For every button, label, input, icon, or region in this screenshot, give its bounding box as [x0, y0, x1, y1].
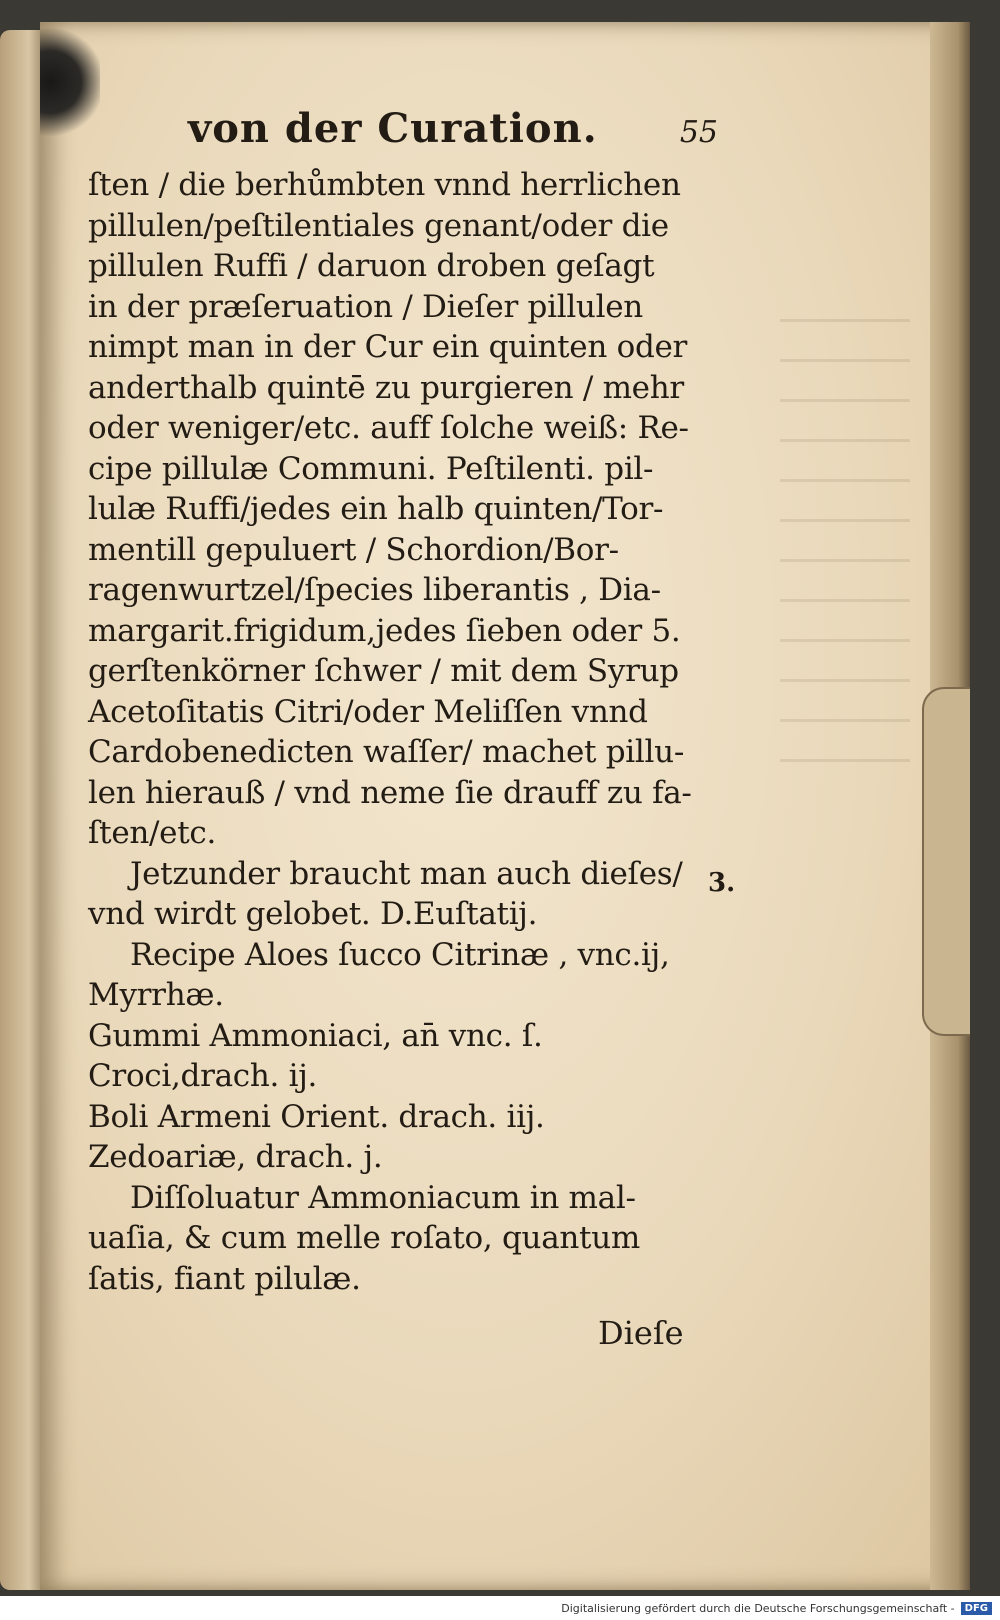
recipe-line: Recipe Aloes ſucco Citrinæ , vnc.ij,: [130, 936, 670, 973]
text-line: ſten/etc.: [88, 815, 217, 851]
text-line: pillulen/peſtilentiales genant/oder die: [88, 207, 669, 244]
text-line: cipe pillulæ Communi. Peſtilenti. pil-: [88, 450, 654, 487]
page-clip: [922, 687, 970, 1036]
funding-credit: Digitalisierung gefördert durch die Deutsche Forschungsgemeinschaft -: [561, 1601, 955, 1615]
running-head: [88, 105, 728, 165]
text-line: len hierauß / vnd neme ſie drauff zu fa-: [88, 774, 692, 811]
text-line: gerſtenkörner ſchwer / mit dem Syrup: [88, 653, 679, 689]
text-line: mentill gepuluert / Schordion/Bor-: [88, 531, 619, 568]
text-line: ſatis, fiant pilulæ.: [88, 1260, 361, 1297]
recipe-line: Myrrhæ.: [88, 977, 224, 1013]
text-line: Jetzunder braucht man auch dieſes/: [130, 855, 683, 892]
text-line: nimpt man in der Cur ein quinten oder: [88, 329, 688, 365]
text-line: in der præſeruation / Dieſer pillulen: [88, 288, 643, 325]
text-line: Acetoſitatis Citri/oder Meliſſen vnnd: [88, 693, 648, 730]
recipe-line: Gummi Ammoniaci, an̄ vnc. ſ.: [88, 1017, 543, 1054]
text-line: Diſſoluatur Ammoniacum in mal-: [130, 1179, 636, 1216]
running-head-title: von der Curation.: [188, 105, 598, 152]
text-line: anderthalb quintē zu purgieren / mehr: [88, 369, 684, 406]
text-line: ſten / die berhůmbten vnnd herrlichen: [88, 167, 681, 203]
recipe-line: Zedoariæ, drach. j.: [88, 1139, 383, 1175]
recipe-line: Boli Armeni Orient. drach. iij.: [88, 1098, 545, 1135]
text-line: uaſia, & cum melle roſato, quantum: [88, 1220, 640, 1256]
text-line: margarit.frigidum,jedes ſieben oder 5.: [88, 612, 681, 649]
bleed-through-text: [780, 282, 910, 762]
text-line: Cardobenedicten waſſer/ machet pillu-: [88, 734, 684, 770]
dfg-logo: DFG: [961, 1602, 992, 1615]
text-line: lulæ Ruffi/jedes ein halb quinten/Tor-: [88, 491, 664, 527]
digitization-footer: [0, 1596, 1000, 1620]
recipe-line: Croci,drach. ij.: [88, 1058, 318, 1094]
page-text-block: [88, 105, 728, 1299]
catchword: Dieſe: [598, 1314, 684, 1352]
text-line: ragenwurtzel/ſpecies liberantis , Dia-: [88, 572, 661, 608]
marginal-note: 3.: [708, 868, 736, 898]
text-line: vnd wirdt gelobet. D.Euſtatij.: [88, 896, 538, 932]
page-number: 55: [679, 115, 718, 150]
text-line: pillulen Ruffi / daruon droben geſagt: [88, 248, 655, 284]
text-line: oder weniger/etc. auff ſolche weiß: Re-: [88, 410, 689, 446]
